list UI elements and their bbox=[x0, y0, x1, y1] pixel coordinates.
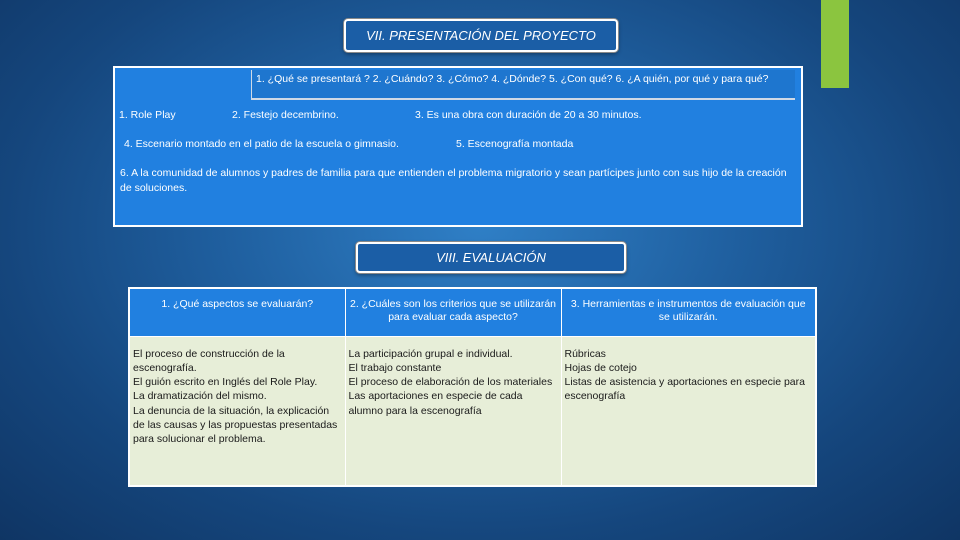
answer-1: 1. Role Play bbox=[119, 109, 176, 121]
answer-2: 2. Festejo decembrino. bbox=[232, 109, 339, 121]
project-presentation-box bbox=[113, 66, 803, 227]
table-row bbox=[129, 336, 816, 486]
answer-3: 3. Es una obra con duración de 20 a 30 minutos. bbox=[415, 109, 642, 121]
section-title-evaluacion: VIII. EVALUACIÓN bbox=[356, 242, 626, 273]
answer-4: 4. Escenario montado en el patio de la escuela o gimnasio. bbox=[124, 138, 399, 150]
answer-6: 6. A la comunidad de alumnos y padres de familia para que entienden el problema migratorio y sean partícipes junto con sus hijo de la creación de soluciones. bbox=[120, 167, 787, 194]
header-aspects: 1. ¿Qué aspectos se evaluarán? bbox=[129, 288, 345, 336]
header-tools: 3. Herramientas e instrumentos de evaluación que se utilizarán. bbox=[561, 288, 816, 336]
aspects-text: El proceso de construcción de la escenografía. El guión escrito en Inglés del Role Play. La dramatización del mismo. La denuncia de la situación, la explicación de las causas y las propuestas presentadas para solucionar el problema. bbox=[133, 347, 338, 446]
project-questions: 1. ¿Qué se presentará ? 2. ¿Cuándo? 3. ¿Cómo? 4. ¿Dónde? 5. ¿Con qué? 6. ¿A quién, por qué y para qué? bbox=[251, 70, 795, 100]
evaluation-table bbox=[128, 287, 817, 487]
aspects-cell bbox=[129, 336, 345, 486]
tools-cell bbox=[561, 336, 816, 486]
criteria-text: La participación grupal e individual. El trabajo constante El proceso de elaboración de los materiales Las aportaciones en especie de cada alumno para la escenografía bbox=[348, 347, 553, 417]
accent-bar bbox=[821, 0, 849, 88]
header-criteria: 2. ¿Cuáles son los criterios que se utilizarán para evaluar cada aspecto? bbox=[345, 288, 561, 336]
answer-5: 5. Escenografía montada bbox=[456, 138, 574, 150]
tools-text: Rúbricas Hojas de cotejo Listas de asistencia y aportaciones en especie para escenografía bbox=[564, 347, 805, 403]
table-header-row bbox=[129, 288, 816, 336]
section-title-presentacion: VII. PRESENTACIÓN DEL PROYECTO bbox=[344, 19, 618, 52]
criteria-cell bbox=[345, 336, 561, 486]
